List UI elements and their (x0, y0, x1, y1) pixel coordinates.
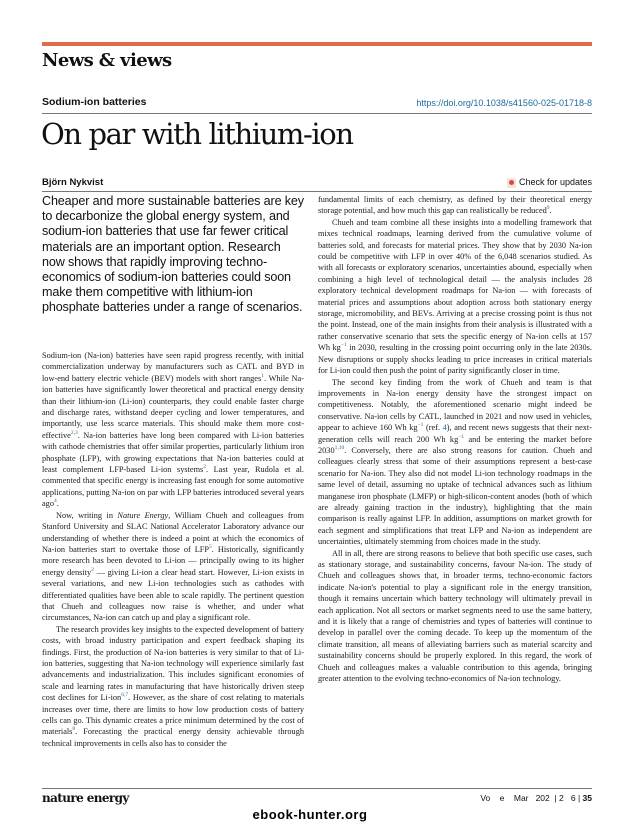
citation-ref[interactable]: 8 (72, 726, 76, 733)
paragraph (42, 510, 304, 624)
paragraph (42, 350, 304, 510)
text-run: fundamental limits of each chemistry, as defined by their theoretical energy storage potential, and how much this gap can realistically be reduced (318, 195, 592, 216)
article-kicker: Sodium-ion batteries (42, 96, 147, 108)
citation-ref[interactable]: −1 (340, 342, 347, 349)
page-number: 35 (582, 793, 592, 803)
text-run: (ref. (423, 423, 443, 433)
text-run: . Forecasting the practical energy density achievable through technical improvements in cells also has to consider the (42, 727, 304, 748)
journal-name: Nature Energy (117, 510, 169, 520)
text-run: in 2030, resulting in the crossing point occurring only in the late 2030s. New disruptions or supply shocks leading to price increases in critical materials for Li-ion could then push the point of parity significantly closer in time. (318, 343, 592, 376)
text-run: — giving Li-ion a clear head start. However, Li-ion exists in several variations, and new Li-ion technologies such as cathodes with differentiated qualities have been able to scale rapidly. The pertinent question that Chueh and colleagues now raise is whether, and under what circumstances, Na-ion can catch up and play a significant role. (42, 567, 304, 623)
text-run: . Last year, Rudola et al. commented that specific energy is increasing fast enough for some automotive applications, putting Na-ion on par with LFP batteries introduced several years ago (42, 465, 305, 509)
paragraph (42, 624, 304, 749)
text-run: Sodium-ion (Na-ion) batteries have seen rapid progress recently, with initial commercialization underway by manufacturers such as CATL and BYD in low-end battery electric vehicle (BEV) models with short ranges (42, 351, 304, 383)
text-run: . While Na-ion batteries have significantly lower theoretical and practical energy density than their lithium-ion (Li-ion) counterparts, they could enable faster charge and discharge rates, withstand deeper cycling and lower temperatures, and importantly, use less scarce materials. This should make them more cost-effective (42, 373, 304, 440)
text-run: . Conversely, there are also strong reasons for caution. Chueh and colleagues clearly stress that some of their assumptions represent a best-case scenario for Na-ion. They also did not model Li-ion technology roadmaps in the same level of detail, assuming no uptake of technical advances such as lithium manganese iron phosphate (LMFP) or high-silicon-content anodes (both of which are already gaining traction in the industry), highlighting that the main comparison is really against LFP. In addition, assumptions on market growth for each segment and simplifications that treat LFP and Na-ion as independent are uncertainties, ultimately stemming from choices made in the study. (318, 445, 592, 547)
citation-ref[interactable]: 2 (203, 464, 207, 471)
divider (42, 788, 592, 789)
author-name: Björn Nykvist (42, 177, 104, 188)
paragraph (318, 377, 592, 548)
paragraph (318, 217, 592, 377)
paragraph (318, 194, 592, 217)
text-run: All in all, there are strong reasons to believe that both specific use cases, such as stationary storage, and sustainability concerns, favour Na-ion. The study of Chueh and colleagues shows that, in broader terms, techno-economic factors indicate Na-ion's potential to play a significant role in the energy transition, though it remains uncertain which battery technology will ultimately prevail in each application. Not all sectors or market segments need to use the same battery, and it is likely that a range of chemistries and types of batteries will continue to develop in parallel over the coming decade. To keep up the momentum of the climate transition, all means of alleviating barriers such as material scarcity and sustainability concerns should be properly explored. In this regard, the work of Chueh and colleagues makes a valuable contribution to this agenda, bringing greater attention to the evolving techno-economics of Na-ion technology. (318, 548, 592, 684)
text-run: Chueh and team combine all these insights into a modelling framework that mixes technical roadmaps, learning derived from the cumulative volume of batteries sold, and forecasts for material prices. They show that by 2030 Na-ion could be competitive with LFP in over 40% of the 6,048 scenarios studied. As with all forecasts or exploratory scenarios, uncertainties abound, especially when combining a high level of technological detail — the analysis includes 28 exploratory technical development roadmaps for Na-ion — with forecasts of material prices and assumptions about adoption across both stationary energy storage, micromobility, and BEVs. Arriving at a precise crossing point is thus not the point. Instead, one of the main insights from their analysis is illustrated with a rather conservative scenario that sets the specific energy of Na-ion cells at 157 Wh kg (318, 217, 592, 353)
text-run: Now, writing in (56, 510, 118, 520)
text-run: . Historically, significantly more research has been devoted to Li-ion — principally owing to its higher energy density (42, 544, 304, 577)
citation-ref[interactable]: 4 (53, 498, 57, 505)
volume-info: Vo e Mar 202 | 2 6 | (480, 793, 583, 803)
citation-ref[interactable]: 6,7 (121, 692, 129, 699)
doi-link[interactable]: https://doi.org/10.1038/s41560-025-01718-8 (416, 98, 592, 108)
divider (42, 113, 592, 114)
journal-logo: nature energy (42, 791, 129, 805)
text-run: The second key finding from the work of Chueh and team is that improvements in Na-ion energy density have the strongest impact on competitiveness. Notably, the aforementioned scenario might indeed be conservative. Na-ion cells by CATL, launched in 2021 and now used in vehicles, appear to achieve 160 Wh kg (318, 377, 592, 433)
body-column-right (318, 194, 592, 684)
text-run: The research provides key insights to the expected development of battery costs, with broad industry participation and expert feedback shaping its findings. First, the production of Na-ion batteries is very similar to that of Li-ion batteries, suggesting that Na-ion technology will experience similarly fast advancements and industrialization. This includes significant economies of scale and learning rates in manufacturing that have historically driven steep cost declines for Li-ion (42, 624, 304, 703)
citation-ref[interactable]: −1 (458, 433, 465, 440)
text-run: , William Chueh and colleagues from Stanford University and SLAC National Accelerator Laboratory advance our understanding of whether there is indeed a point at which the economics of Na-ion batteries start to overtake those of LFP (42, 510, 305, 554)
text-run: . (56, 499, 59, 509)
divider (42, 191, 592, 192)
text-run: . (549, 206, 552, 216)
paragraph (318, 548, 592, 685)
citation-ref[interactable]: 2 (91, 566, 94, 573)
check-for-updates-button[interactable] (507, 177, 592, 188)
text-run: . Na-ion batteries have long been compared with Li-ion batteries with cathode chemistries that offer similar properties, particularly lithium iron phosphate (LFP), with growing expectations that Na-ion batteries could at least complement LFP-based Li-ion systems (42, 430, 304, 475)
article-title: On par with lithium-ion (41, 117, 353, 151)
citation-link[interactable]: 4 (442, 423, 447, 433)
section-label: News & views (42, 50, 172, 71)
crossmark-icon (507, 178, 516, 188)
text-run: . However, as the share of cost relating to materials increases over time, there are limits to how low production costs of battery cells can go. This dynamic creates a price minimum determined by the cost of materials (42, 693, 304, 737)
standfirst: Cheaper and more sustainable batteries are key to decarbonize the global energy system, and sodium-ion batteries that use far fewer critical materials are an important option. Research now shows that rapidly improving techno-economics of sodium-ion batteries could soon make them competitive with lithium-ion phosphate batteries under a range of scenarios. (42, 194, 304, 315)
watermark: ebook-hunter.org (252, 807, 368, 822)
citation-ref[interactable]: 1 (261, 373, 264, 380)
text-run: ), and recent news suggests that their next-generation cells will reach 200 Wh kg (318, 423, 592, 444)
citation-ref[interactable]: 9 (546, 205, 550, 212)
text-run: and be entering the market before 2030 (318, 434, 592, 455)
body-column-left (42, 350, 304, 749)
citation-ref[interactable]: 2,3 (70, 430, 78, 437)
citation-ref[interactable]: 5 (209, 544, 212, 551)
check-for-updates-label: Check for updates (518, 177, 592, 187)
citation-ref[interactable]: 1,10 (334, 445, 345, 452)
section-accent-bar (42, 42, 592, 46)
footer-issue-info (480, 793, 592, 804)
citation-ref[interactable]: −1 (417, 422, 424, 429)
